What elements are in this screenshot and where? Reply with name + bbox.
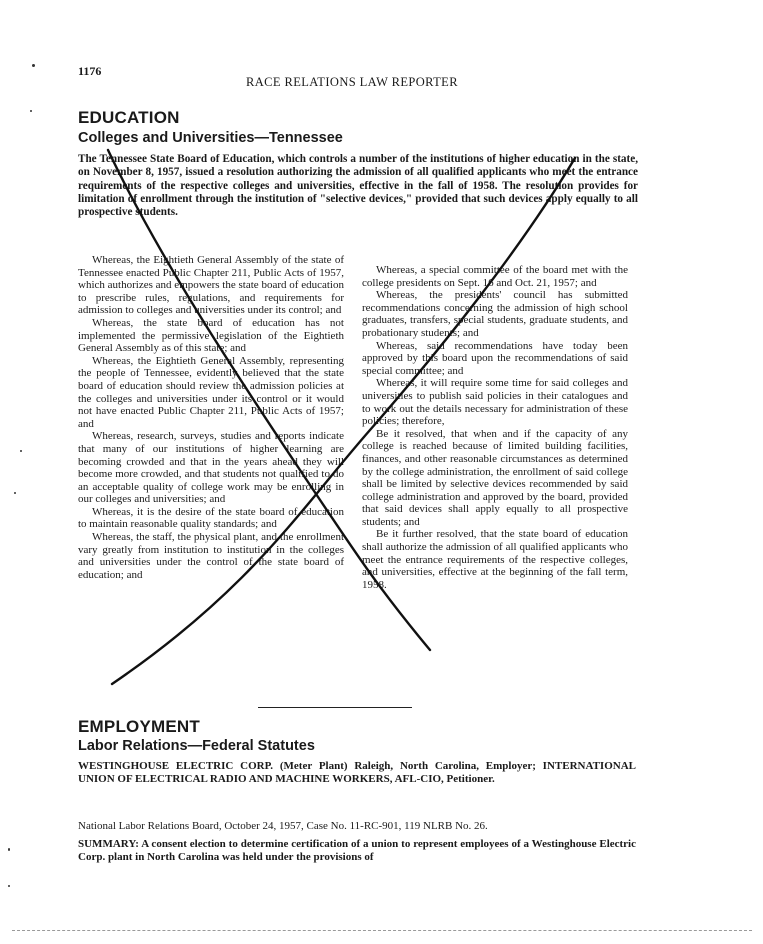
paragraph: Whereas, the Eightieth General Assembly of the state of Tennessee enacted Public Chapter 211, Public Acts of 1957, which authorizes and empowers the state board of education to prescribe rules, regulations, and requirements for admission to colleges and universities under its control; and [78,254,344,317]
resolution-left-column [78,254,344,581]
scan-edge [12,930,752,931]
subheading-colleges-universities: Colleges and Universities—Tennessee [78,130,343,146]
paragraph: Whereas, the Eightieth General Assembly, representing the people of Tennessee, evidently believed that the state board of education should review the admission policies at the colleges and universities under its control or it would not have enacted Public Chapter 211, Public Acts of 1957; and [78,354,344,430]
paragraph: Whereas, the presidents' council has submitted recommendations concerning the admission of high school graduates, transfers, special students, graduate students, and probationary students; and [362,289,628,339]
paragraph: Whereas, it will require some time for said colleges and universities to publish said policies in their catalogues and to work out the details necessary for administration of these policies; therefore, [362,377,628,428]
education-summary: The Tennessee State Board of Education, which controls a number of the institutions of higher education in the state, on November 8, 1957, issued a resolution authorizing the admission of all qualified applicants who meet the entrance requirements of the respective colleges and universities, effective in the fall of 1958. The resolution provides for limitation of enrollment through the institution of "selective devices," provided that such devices apply equally to all prospective students. [78,153,638,219]
paragraph: Whereas, the staff, the physical plant, and the enrollment vary greatly from institution to institution in the colleges and universities under the control of the state board of education; and [78,531,344,581]
scan-speck [14,492,16,494]
section-heading-employment: EMPLOYMENT [78,717,200,736]
page-number: 1176 [78,64,102,78]
scan-speck [20,450,22,452]
paragraph: Whereas, a special committee of the board met with the college presidents on Sept. 16 and Oct. 21, 1957; and [362,264,628,289]
scan-speck [32,64,35,67]
case-citation: National Labor Relations Board, October 24, 1957, Case No. 11-RC-901, 119 NLRB No. 26. [78,820,488,832]
paragraph: Whereas, the state board of education has not implemented the permissive legislation of the Eightieth General Assembly as of this state; and [78,316,344,355]
running-head: RACE RELATIONS LAW REPORTER [246,75,458,89]
section-heading-education: EDUCATION [78,108,180,127]
scan-speck [30,110,32,112]
scan-speck [8,885,10,887]
paragraph: Whereas, research, surveys, studies and reports indicate that many of our institutions of higher learning are becoming crowded and that in the years ahead they will become more crowded, and that students not qualified to do an acceptable quality of college work may be enrolling in our colleges and universities; and [78,430,344,506]
summary-label: SUMMARY: [78,838,139,850]
subheading-labor-relations: Labor Relations—Federal Statutes [78,738,315,754]
case-title: WESTINGHOUSE ELECTRIC CORP. (Meter Plant) Raleigh, North Carolina, Employer; INTERNATIONAL UNION OF ELECTRICAL RADIO AND MACHINE WORKERS, AFL-CIO, Petitioner. [78,760,636,785]
summary-text: A consent election to determine certification of a union to represent employees of a Westinghouse Electric Corp. plant in North Carolina was held under the provisions of [78,838,636,863]
paragraph: Whereas, it is the desire of the state board of education to maintain reasonable quality standards; and [78,505,344,531]
resolution-right-column [362,264,628,591]
paragraph: Be it resolved, that when and if the capacity of any college is reached because of limited building facilities, finances, and other reasonable circumstances as determined by the college administration, the enrollment of said college shall be limited by selective devices recommended by said college administration and approved by the board, provided that said devices shall apply equally to all prospective students; and [362,427,628,528]
scan-speck [8,848,10,851]
paragraph: Whereas, said recommendations have today been approved by this board upon the recommendations of said special committee; and [362,339,628,377]
paragraph: Be it further resolved, that the state board of education shall authorize the admission of all qualified applicants who meet the entrance requirements of the respective colleges, and universities, effective at the beginning of the fall term, 1958. [362,528,628,591]
case-summary [78,838,636,864]
section-divider [258,707,412,708]
